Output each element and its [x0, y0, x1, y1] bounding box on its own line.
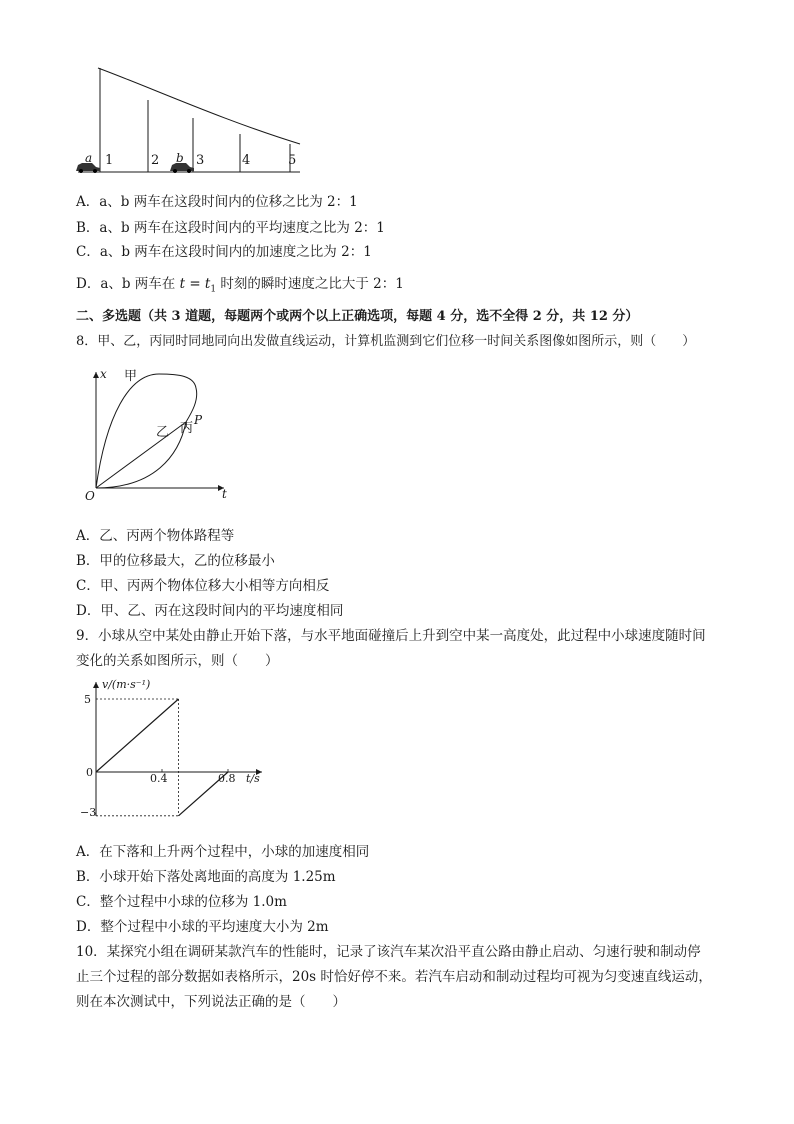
q7-figure — [72, 62, 307, 174]
q8-graph — [84, 366, 234, 506]
q9-stem-line2: 变化的关系如图所示，则（ ） — [76, 653, 279, 669]
q7-marker-4: 4 — [242, 153, 251, 168]
q9-x-tick-0-4: 0.4 — [150, 772, 168, 785]
q7-marker-5: 5 — [288, 153, 297, 168]
q8-point-p-label: P — [194, 413, 203, 427]
q10-line2: 止三个过程的部分数据如表格所示，20s 时恰好停不来。若汽车启动和制动过程均可视为匀变速直线运动， — [76, 969, 712, 985]
q8-option-d: D．甲、乙、丙在这段时间内的平均速度相同 — [76, 603, 344, 619]
q8-x-axis-label: t — [222, 487, 227, 501]
q8-origin-label: O — [85, 489, 95, 503]
q7-option-d — [76, 272, 404, 295]
q9-series-line-1 — [96, 699, 179, 772]
q9-x-tick-0-8: 0.8 — [218, 772, 236, 785]
q8-stem: 8．甲、乙，丙同时同地同向出发做直线运动，计算机监测到它们位移一时间关系图像如图所示，则（ ） — [76, 334, 696, 349]
q8-option-b: B．甲的位移最大，乙的位移最小 — [76, 553, 275, 569]
q7-marker-2: 2 — [151, 153, 160, 168]
q7-marker-3: 3 — [196, 153, 205, 168]
q9-vt-chart — [80, 676, 284, 826]
q9-y-tick-0: 0 — [86, 766, 93, 779]
q9-y-tick-neg3: −3 — [80, 806, 97, 819]
q7-car-a-label: a — [85, 151, 93, 165]
q7-option-d-subscript: 1 — [210, 284, 217, 295]
q9-option-d: D．整个过程中小球的平均速度大小为 2m — [76, 919, 329, 935]
q7-option-d-formula: t = t — [179, 276, 211, 292]
q10-line1: 10．某探究小组在调研某款汽车的性能时，记录了该汽车某次沿平直公路由静止启动、匀速行驶和制动停 — [76, 944, 701, 960]
q8-y-axis-label: x — [100, 367, 107, 381]
q9-option-b: B．小球开始下落处离地面的高度为 1.25m — [76, 869, 336, 885]
q7-option-c: C．a、b 两车在这段时间内的加速度之比为 2：1 — [76, 244, 372, 260]
q9-option-a: A．在下落和上升两个过程中，小球的加速度相同 — [76, 844, 370, 860]
q8-label-bing: 丙 — [180, 421, 194, 436]
q8-option-a: A．乙、丙两个物体路程等 — [76, 528, 235, 544]
q7-option-a: A．a、b 两车在这段时间内的位移之比为 2：1 — [76, 194, 358, 210]
q7-option-b: B．a、b 两车在这段时间内的平均速度之比为 2：1 — [76, 220, 385, 236]
section2-title: 二、多选题（共 3 道题，每题两个或两个以上正确选项，每题 4 分，选不全得 2 分，共 12 分） — [76, 309, 639, 324]
q8-label-jia: 甲 — [124, 369, 138, 384]
q7-marker-1: 1 — [105, 153, 114, 168]
q7-curve — [98, 68, 300, 144]
q9-option-c: C．整个过程中小球的位移为 1.0m — [76, 894, 287, 910]
q8-label-yi: 乙 — [156, 425, 170, 440]
q9-x-axis-label: t/s — [246, 772, 260, 785]
q7-car-b-label: b — [176, 151, 184, 165]
q7-option-d-suffix: 时刻的瞬时速度之比大于 2：1 — [220, 276, 404, 292]
q7-option-d-prefix: D．a、b 两车在 — [76, 276, 176, 292]
q9-y-tick-5: 5 — [84, 693, 91, 706]
q9-stem-line1: 9．小球从空中某处由静止开始下落，与水平地面碰撞后上升到空中某一高度处，此过程中小球速度随时间 — [76, 628, 706, 644]
q9-y-axis-label: v/(m·s⁻¹) — [102, 678, 151, 691]
q10-line3: 则在本次测试中，下列说法正确的是（ ） — [76, 994, 346, 1010]
q8-option-c: C．甲、丙两个物体位移大小相等方向相反 — [76, 578, 330, 594]
